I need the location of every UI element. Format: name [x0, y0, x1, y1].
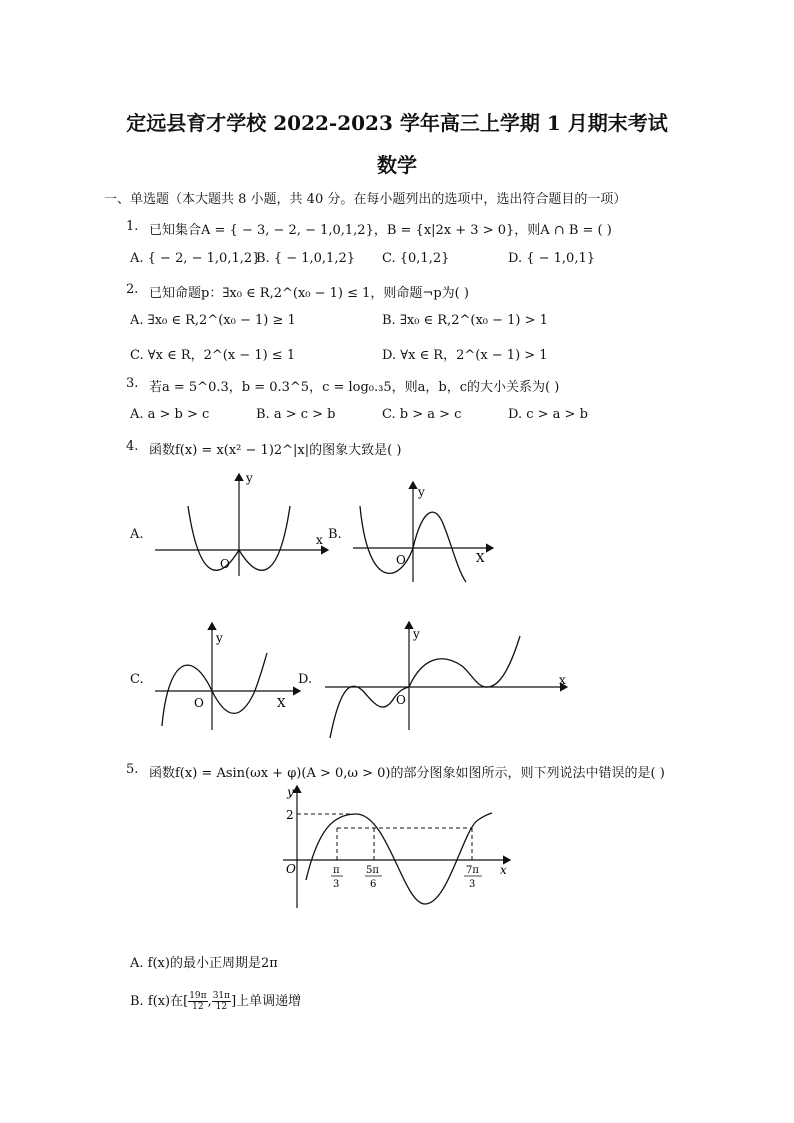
option-d: D. { − 1,0,1} [508, 251, 596, 266]
option-c-label: C. [130, 672, 144, 687]
option-b: B. f(x)在[ $\frac{19\pi}{12}$ , $\frac{31\pi}{12}$ ]上单调递增 [130, 991, 302, 1012]
page-title: 定远县育才学校 2022-2023 学年高三上学期 1 月期末考试 [126, 111, 668, 135]
y-label: y [418, 485, 425, 499]
sine-curve [306, 813, 492, 904]
tick-5pi-6-num: 5π [366, 865, 379, 876]
tick-5pi-6-den: 6 [370, 879, 377, 890]
option-c: C. {0,1,2} [382, 251, 450, 266]
option-b: B. { − 1,0,1,2} [256, 251, 355, 266]
question-text: 若a = 5^0.3，b = 0.3^5，c = log₀.₃5，则a，b，c的大小关系为( ) [149, 380, 560, 395]
fraction: $\frac{19\pi}{12}$ [189, 991, 207, 1012]
question-number: 4. [126, 439, 139, 454]
option-d: D. ∀x ∈ R，2^(x − 1) > 1 [382, 348, 548, 363]
subject-title: 数学 [377, 153, 417, 177]
question-number: 5. [126, 762, 139, 777]
x-label: X [476, 551, 485, 565]
tick-pi-3-num: π [333, 865, 340, 876]
origin-label: O [286, 862, 296, 876]
y-tick-2: 2 [286, 808, 294, 822]
origin-label: O [396, 693, 406, 707]
option-a: A. ∃x₀ ∈ R,2^(x₀ − 1) ≥ 1 [130, 313, 296, 328]
option-b-prefix: B. f(x)在[ [130, 994, 189, 1009]
option-b: B. a > c > b [256, 407, 336, 422]
graph-d [322, 618, 572, 743]
fraction: $\frac{31\pi}{12}$ [212, 991, 231, 1012]
y-label: y [246, 471, 253, 485]
y-label: y [413, 627, 420, 641]
x-label: x [500, 863, 507, 877]
graph-a [150, 468, 335, 578]
option-a: A. f(x)的最小正周期是2π [130, 956, 278, 971]
origin-label: O [396, 553, 406, 567]
question-number: 2. [126, 282, 139, 297]
section-heading: 一、单选题（本大题共 8 小题，共 40 分。在每小题列出的选项中，选出符合题目的一项） [104, 192, 627, 207]
option-a: A. a > b > c [130, 407, 210, 422]
option-d: D. c > a > b [508, 407, 588, 422]
curve [162, 653, 267, 726]
y-label: y [216, 631, 223, 645]
question-text: 函数f(x) = x(x² − 1)2^|x|的图象大致是( ) [149, 443, 402, 458]
question-number: 3. [126, 376, 139, 391]
option-c: C. b > a > c [382, 407, 462, 422]
option-b-label: B. [328, 527, 342, 542]
tick-7pi-3-num: 7π [466, 865, 479, 876]
question-text: 函数f(x) = Asin(ωx + φ)(A > 0,ω > 0)的部分图象如图所示，则下列说法中错误的是( ) [149, 766, 665, 781]
question-number: 1. [126, 219, 139, 234]
option-c: C. ∀x ∈ R，2^(x − 1) ≤ 1 [130, 348, 296, 363]
origin-label: O [194, 696, 204, 710]
question-text: 已知命题p：∃x₀ ∈ R,2^(x₀ − 1) ≤ 1，则命题¬p为( ) [149, 286, 469, 301]
sine-graph [278, 780, 518, 910]
option-a-label: A. [130, 527, 144, 542]
x-label: X [277, 696, 286, 710]
option-b: B. ∃x₀ ∈ R,2^(x₀ − 1) > 1 [382, 313, 548, 328]
origin-label: O [220, 557, 230, 571]
graph-c [150, 618, 313, 733]
y-label: y [287, 785, 294, 799]
question-text: 已知集合A = { − 3, − 2, − 1,0,1,2}，B = {x|2x + 3 > 0}，则A ∩ B = ( ) [149, 223, 612, 238]
x-label: x [316, 533, 323, 547]
graph-b [348, 476, 498, 586]
option-d-label: D. [298, 672, 313, 687]
tick-pi-3-den: 3 [333, 879, 340, 890]
option-a: A. { − 2, − 1,0,1,2} [130, 251, 261, 266]
tick-7pi-3-den: 3 [469, 879, 476, 890]
x-label: x [559, 673, 566, 687]
option-b-suffix: ]上单调递增 [231, 994, 302, 1009]
